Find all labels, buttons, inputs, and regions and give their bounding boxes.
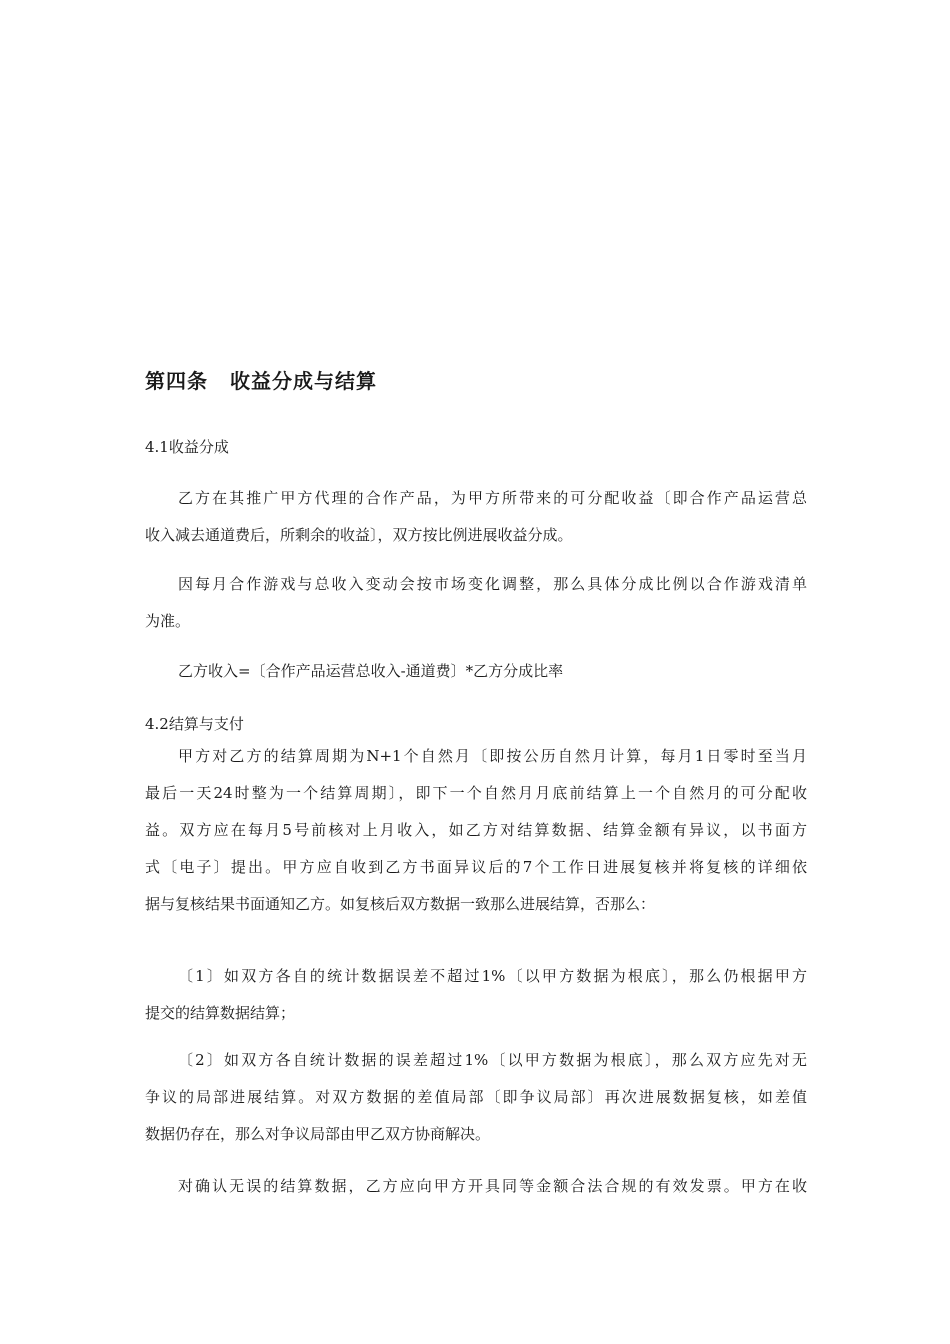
text-line: 乙方在其推广甲方代理的合作产品，为甲方所带来的可分配收益〔即合作产品运营总 xyxy=(178,489,807,507)
section-4-2-paragraph-2 xyxy=(145,958,807,1032)
text-line: 对确认无误的结算数据，乙方应向甲方开具同等金额合法合规的有效发票。甲方在收 xyxy=(178,1177,807,1195)
section-4-1-heading: 4.1收益分成 xyxy=(145,438,229,456)
section-4-1-paragraph-1 xyxy=(145,480,807,554)
text-line: 甲方对乙方的结算周期为N+1个自然月〔即按公历自然月计算，每月1日零时至当月 xyxy=(178,747,807,765)
section-4-1-paragraph-2 xyxy=(145,566,807,640)
text-line: 争议的局部进展结算。对双方数据的差值局部〔即争议局部〕再次进展数据复核，如差值 xyxy=(145,1088,807,1106)
section-4-1-formula xyxy=(145,653,807,690)
text-line: 益。双方应在每月5号前核对上月收入，如乙方对结算数据、结算金额有异议，以书面方 xyxy=(145,821,807,839)
text-line: 乙方收入=〔合作产品运营总收入-通道费〕*乙方分成比率 xyxy=(178,662,564,680)
text-line: 收入减去通道费后，所剩余的收益〕，双方按比例进展收益分成。 xyxy=(145,526,573,544)
article-heading xyxy=(145,366,377,396)
section-4-2-heading: 4.2结算与支付 xyxy=(145,715,244,733)
text-line: 据与复核结果书面通知乙方。如复核后双方数据一致那么进展结算，否那么： xyxy=(145,895,656,913)
section-4-2-paragraph-3 xyxy=(145,1042,807,1153)
article-title: 收益分成与结算 xyxy=(230,369,377,393)
section-4-2-paragraph-1 xyxy=(145,738,807,923)
text-line: 数据仍存在，那么对争议局部由甲乙双方协商解决。 xyxy=(145,1125,491,1143)
text-line: 最后一天24时整为一个结算周期〕，即下一个自然月月底前结算上一个自然月的可分配收 xyxy=(145,784,807,802)
text-line: 因每月合作游戏与总收入变动会按市场变化调整，那么具体分成比例以合作游戏清单 xyxy=(178,575,807,593)
text-line: 提交的结算数据结算； xyxy=(145,1004,296,1022)
text-line: 〔1〕如双方各自的统计数据误差不超过1%〔以甲方数据为根底〕，那么仍根据甲方 xyxy=(178,967,807,985)
text-line: 〔2〕如双方各自统计数据的误差超过1%〔以甲方数据为根底〕，那么双方应先对无 xyxy=(178,1051,807,1069)
section-4-2-paragraph-4 xyxy=(145,1168,807,1205)
text-line: 式〔电子〕提出。甲方应自收到乙方书面异议后的7个工作日进展复核并将复核的详细依 xyxy=(145,858,807,876)
text-line: 为准。 xyxy=(145,612,191,630)
article-number: 第四条 xyxy=(145,369,208,393)
